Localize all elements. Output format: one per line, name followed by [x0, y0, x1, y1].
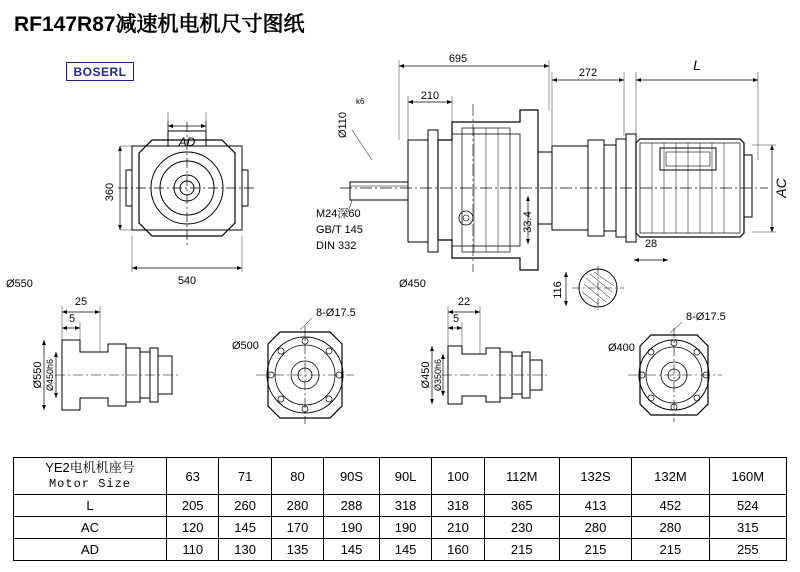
table-row — [14, 539, 787, 561]
table-cell: 145 — [324, 539, 380, 561]
note-thread-2: GB/T 145 — [316, 224, 363, 236]
dim-bl-dia-500: Ø500 — [232, 340, 259, 352]
table-cell: 135 — [271, 539, 323, 561]
dim-br-dia-400: Ø400 — [608, 342, 635, 354]
table-cell: 452 — [632, 495, 709, 517]
table-cell: 210 — [432, 517, 484, 539]
dim-bl-dia-450: Ø450h6 — [45, 358, 55, 392]
table-cell: 145 — [219, 517, 271, 539]
dim-br-holes: 8-Ø17.5 — [686, 311, 726, 323]
dim-272: 272 — [578, 67, 598, 79]
table-cell: 318 — [432, 495, 484, 517]
dim-br-22: 22 — [457, 296, 471, 308]
table-cell: 160 — [432, 539, 484, 561]
table-header-cell: 100 — [432, 458, 484, 495]
table-cell: 170 — [271, 517, 323, 539]
table-cell: 280 — [559, 517, 631, 539]
label-flange-450: Ø450 — [399, 278, 426, 290]
dim-AD: AD — [178, 135, 196, 149]
dim-bl-dia-550: Ø550 — [32, 361, 44, 389]
dim-695: 695 — [448, 53, 468, 65]
dim-bl-25: 25 — [74, 296, 88, 308]
table-cell: 205 — [167, 495, 219, 517]
dim-br-dia-450: Ø450 — [420, 361, 432, 389]
table-cell: 190 — [324, 517, 380, 539]
table-cell: 260 — [219, 495, 271, 517]
table-cell: 130 — [219, 539, 271, 561]
view-bottom-left-section — [42, 306, 354, 424]
table-header-cell: 63 — [167, 458, 219, 495]
table-cell: 315 — [709, 517, 786, 539]
table-header-cell: 132M — [632, 458, 709, 495]
table-cell: 190 — [379, 517, 431, 539]
table-cell: 215 — [484, 539, 559, 561]
dim-540: 540 — [177, 275, 197, 287]
motor-size-table — [13, 457, 787, 561]
table-cell: 120 — [167, 517, 219, 539]
table-cell: 318 — [379, 495, 431, 517]
dim-L: L — [693, 57, 701, 73]
table-cell: 215 — [559, 539, 631, 561]
table-cell: 230 — [484, 517, 559, 539]
dim-AC: AC — [773, 178, 789, 198]
table-cell: 524 — [709, 495, 786, 517]
table-header-cell: 132S — [559, 458, 631, 495]
dim-116: 116 — [552, 281, 564, 299]
table-cell: 365 — [484, 495, 559, 517]
table-header-cell: 90L — [379, 458, 431, 495]
view-bottom-right-section — [430, 306, 722, 422]
table-header-cell: 112M — [484, 458, 559, 495]
dim-210: 210 — [420, 90, 440, 102]
table-cell: 413 — [559, 495, 631, 517]
table-row — [14, 495, 787, 517]
table-cell: 255 — [709, 539, 786, 561]
table-cell: 110 — [167, 539, 219, 561]
table-header-cell: 71 — [219, 458, 271, 495]
table-header-label-en: Motor Size — [48, 477, 131, 491]
dim-33-4: 33.4 — [522, 211, 534, 233]
dim-28: 28 — [644, 238, 658, 250]
logo-text: BOSERL — [73, 64, 127, 79]
note-thread-3: DIN 332 — [316, 240, 357, 252]
table-cell: 280 — [632, 517, 709, 539]
page-title: RF147R87减速机电机尺寸图纸 — [14, 13, 305, 36]
dim-shaft-dia: Ø110 — [337, 111, 349, 139]
dim-br-5: 5 — [452, 313, 460, 325]
table-row — [14, 517, 787, 539]
table-cell: 215 — [632, 539, 709, 561]
table-header-label-cn: YE2电机机座号 — [45, 460, 135, 475]
dim-bl-5: 5 — [68, 313, 76, 325]
label-flange-550: Ø550 — [6, 278, 33, 290]
table-cell: 145 — [379, 539, 431, 561]
table-header-cell: 160M — [709, 458, 786, 495]
table-header-label — [14, 458, 167, 495]
table-header-cell: 90S — [324, 458, 380, 495]
row-label: L — [14, 495, 167, 517]
row-label: AD — [14, 539, 167, 561]
table-cell: 280 — [271, 495, 323, 517]
row-label: AC — [14, 517, 167, 539]
dim-360: 360 — [104, 182, 116, 202]
table-header-row — [14, 458, 787, 495]
dim-shaft-dia-tol: k6 — [356, 97, 365, 106]
dim-br-dia-350: Ø350h6 — [433, 358, 443, 392]
note-thread-1: M24深60 — [316, 208, 361, 220]
dim-bl-holes: 8-Ø17.5 — [316, 307, 356, 319]
view-main-side — [340, 60, 776, 310]
table-cell: 288 — [324, 495, 380, 517]
table-header-cell: 80 — [271, 458, 323, 495]
